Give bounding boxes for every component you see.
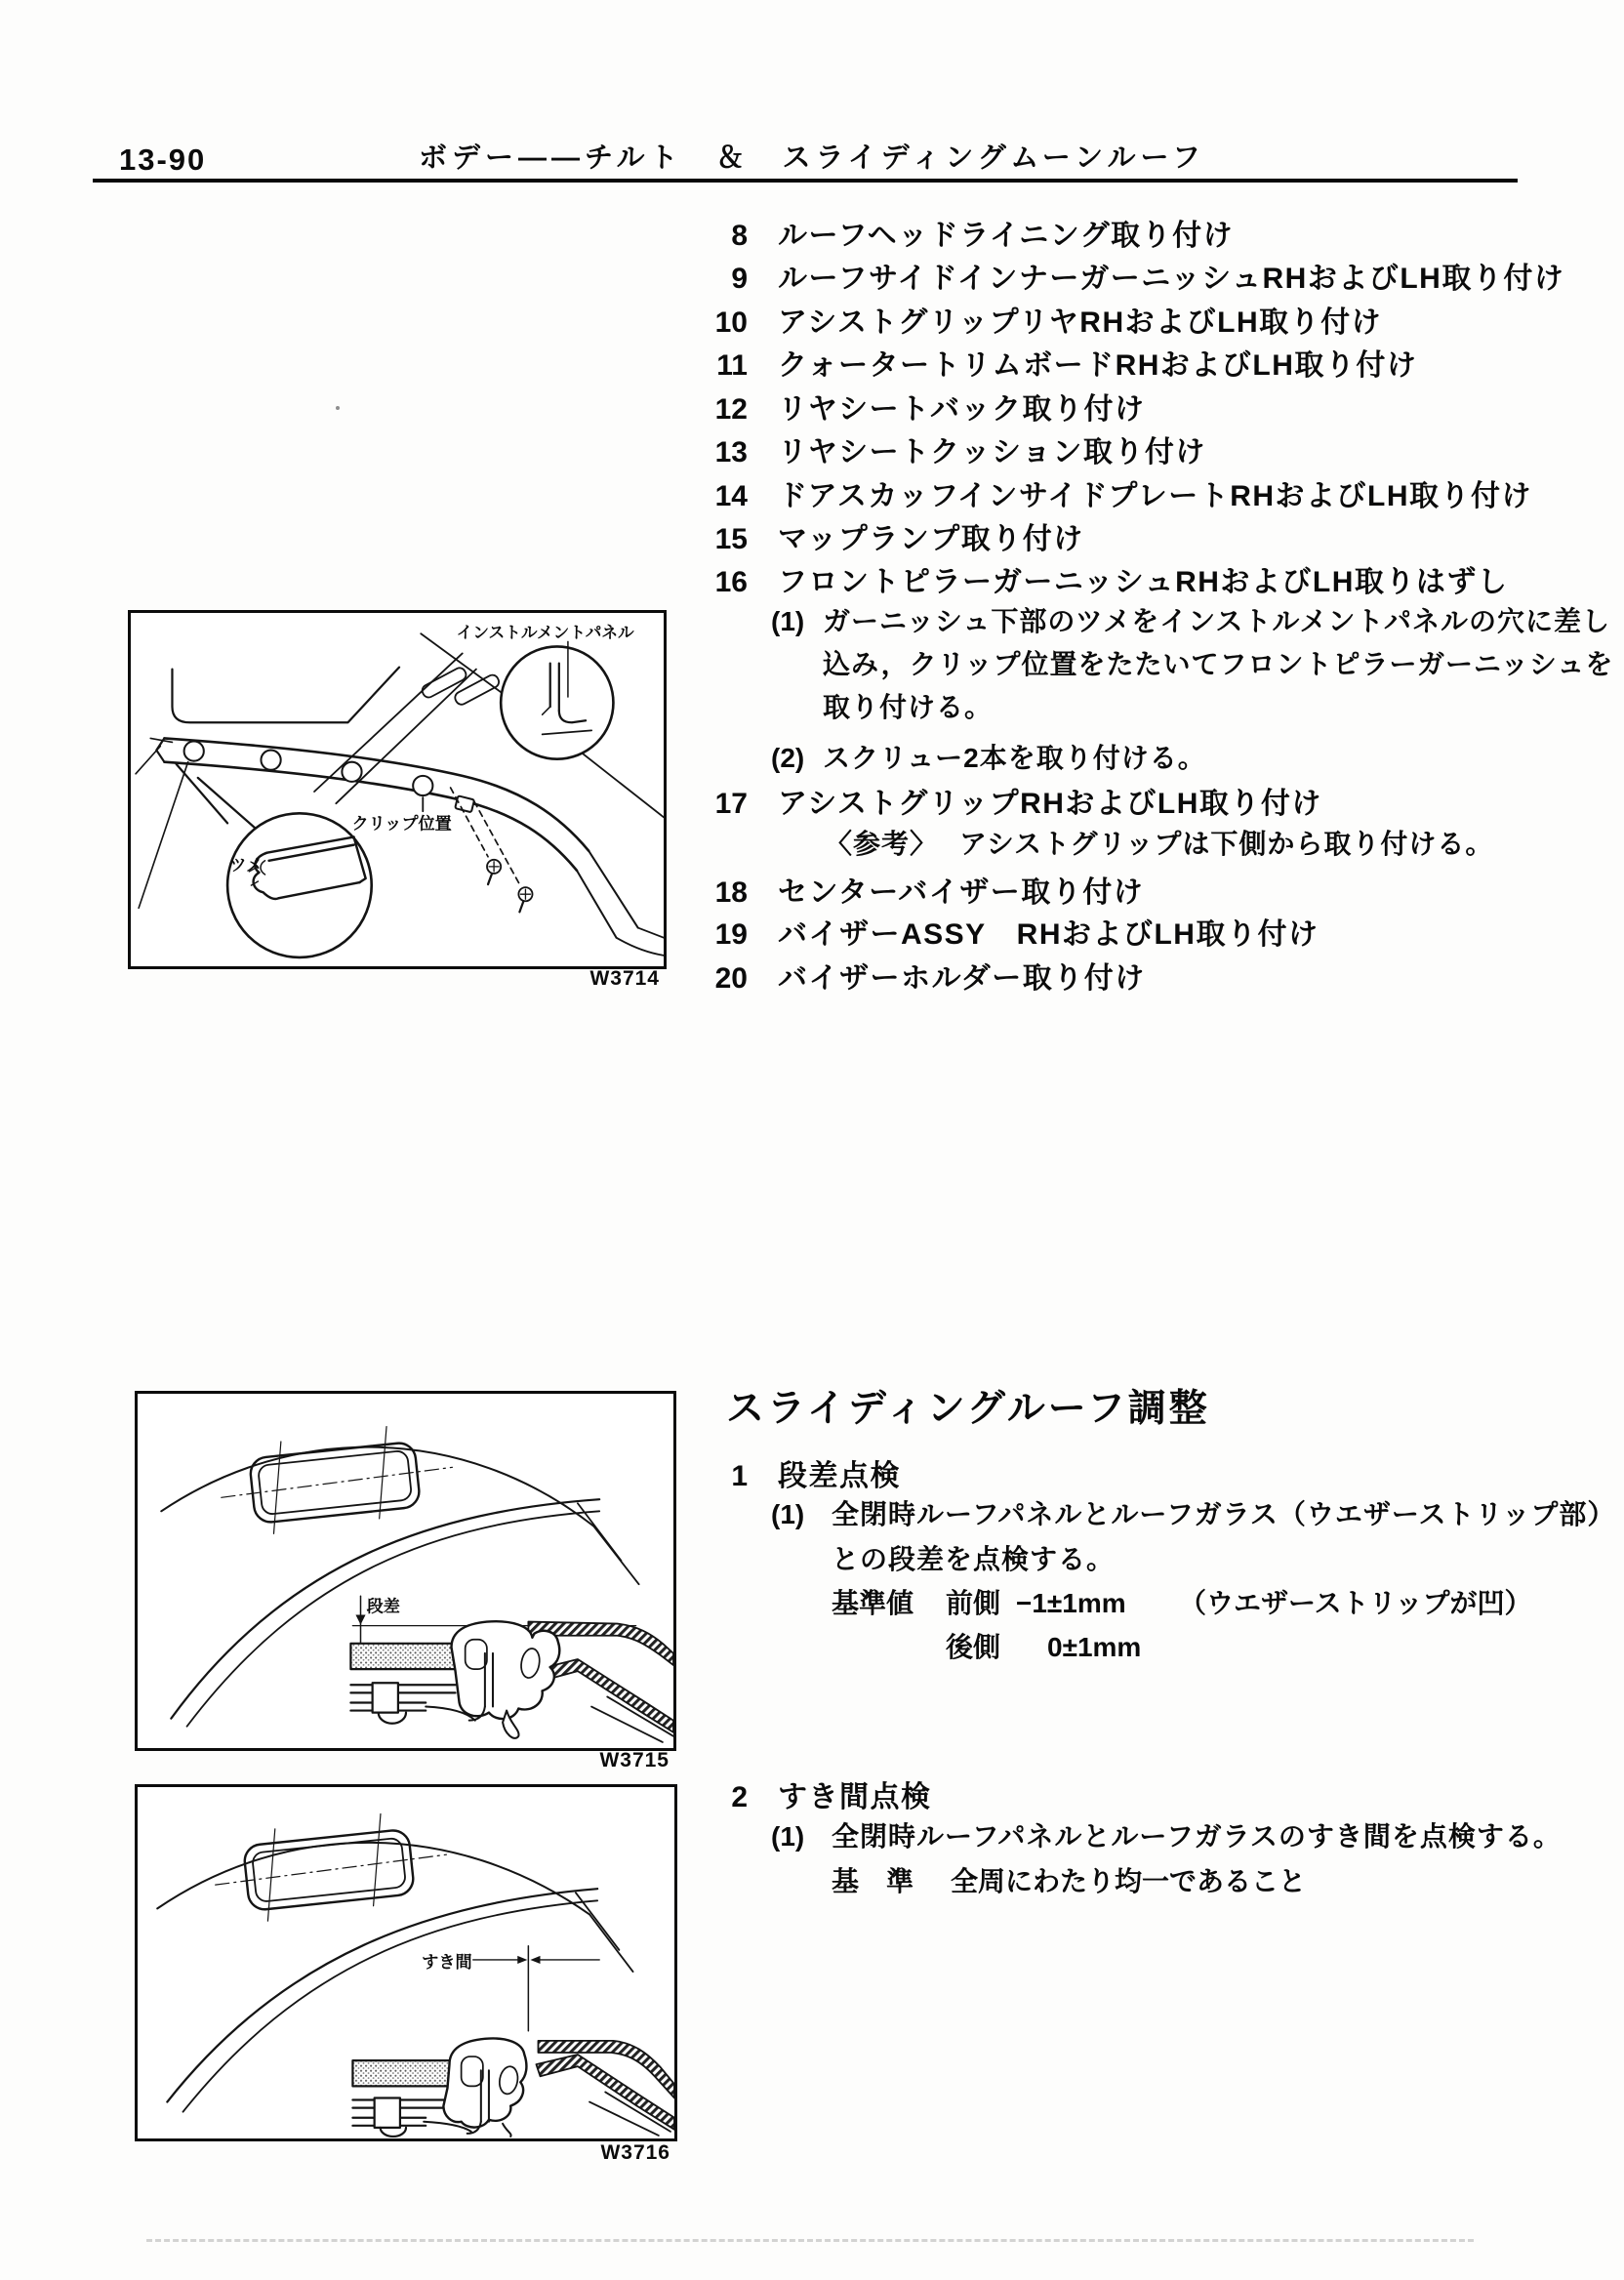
item-number: 17 (714, 788, 748, 820)
note-17 (825, 823, 1493, 862)
item-number: 11 (716, 349, 748, 382)
figure-gap-check (135, 1784, 677, 2141)
step-number: (1) (771, 1499, 805, 1529)
item-label: リヤシートクッション取り付け (778, 436, 1206, 468)
install-item-9 (703, 254, 1564, 297)
install-item-13 (703, 428, 1206, 470)
page-title: ボデー――チルト ＆ スライディングムーンルーフ (419, 142, 1205, 174)
step-16-1-line2: 込み，クリップ位置をたたいてフロントピラーガーニッシュを (823, 649, 1614, 679)
item-number: 14 (714, 480, 748, 512)
step-16-1 (771, 600, 1610, 639)
item-number: 13 (714, 436, 748, 468)
spec-rear-label: 後側 (946, 1632, 1001, 1662)
item-number: 9 (731, 263, 748, 295)
adjust-2-spec (832, 1860, 1306, 1899)
adjust-2-step (771, 1815, 1562, 1854)
spec-rear-value: 0±1mm (1047, 1632, 1142, 1662)
item-label: フロントピラーガーニッシュRHおよびLH取りはずし (778, 566, 1509, 598)
install-item-18 (703, 868, 1144, 911)
item-label: アシストグリップRHおよびLH取り付け (778, 788, 1322, 820)
install-item-14 (703, 471, 1532, 514)
item-number: 12 (714, 393, 748, 426)
page-number: 13-90 (119, 142, 207, 177)
install-item-17 (703, 779, 1322, 822)
adjust-1-step-line2: との段差を点検する。 (832, 1544, 1116, 1574)
step-text: 全閉時ルーフパネルとルーフガラスのすき間を点検する。 (832, 1821, 1562, 1852)
item-number: 20 (714, 962, 748, 995)
figure-step-check (135, 1391, 676, 1751)
item-label: クォータートリムボードRHおよびLH取り付け (778, 349, 1418, 382)
install-item-16 (703, 557, 1508, 600)
item-label: リヤシートバック取り付け (778, 393, 1146, 426)
install-item-8 (703, 211, 1234, 254)
step-number: (1) (771, 1821, 805, 1852)
step-callout: 段差 (366, 1596, 400, 1616)
spec-label: 基準値 (832, 1588, 914, 1618)
adjust-1-spec-front (832, 1582, 1531, 1621)
spec-label: 基 準 (832, 1866, 914, 1896)
clip-position-callout: クリップ位置 (351, 813, 452, 834)
install-item-11 (703, 341, 1417, 384)
item-label: センターバイザー取り付け (778, 876, 1145, 909)
scan-artifact-dots (146, 2239, 1474, 2242)
install-item-12 (703, 385, 1146, 428)
instrument-panel-callout: インストルメントパネル (456, 623, 634, 642)
adjust-item-1 (703, 1451, 901, 1494)
spec-front-value: −1±1mm (1016, 1588, 1126, 1618)
item-number: 15 (714, 523, 748, 555)
adjust-1-spec-rear (946, 1626, 1141, 1665)
install-item-19 (703, 910, 1319, 953)
figure-pillar-garnish (128, 610, 667, 969)
item-label: ドアスカッフインサイドプレートRHおよびLH取り付け (778, 480, 1533, 512)
note-label: 〈参考〉 (825, 829, 939, 859)
item-label: アシストグリップリヤRHおよびLH取り付け (778, 306, 1383, 339)
step-text: スクリュー2本を取り付ける。 (823, 743, 1206, 773)
pillar-garnish-illustration (131, 613, 664, 966)
step-16-1-line3: 取り付ける。 (823, 692, 994, 722)
item-number: 2 (731, 1781, 748, 1813)
adjust-item-2 (703, 1772, 932, 1815)
spec-text: 全周にわたり均一であること (951, 1866, 1307, 1896)
step-text: 全閉時ルーフパネルとルーフガラス（ウエザーストリップ部） (832, 1499, 1616, 1529)
item-label: バイザーホルダー取り付け (778, 962, 1146, 995)
item-label: 段差点検 (778, 1460, 901, 1492)
item-number: 1 (731, 1460, 748, 1492)
item-label: マップランプ取り付け (778, 523, 1084, 555)
section-heading: スライディングルーフ調整 (726, 1388, 1210, 1430)
spec-front-label: 前側 (946, 1588, 1001, 1618)
step-text: ガーニッシュ下部のツメをインストルメントパネルの穴に差し (823, 606, 1610, 636)
step-number: (1) (771, 606, 805, 636)
spec-front-note: （ウエザーストリップが凹） (1179, 1588, 1532, 1618)
figure-code-w3714: W3714 (589, 967, 660, 990)
note-text: アシストグリップは下側から取り付ける。 (959, 829, 1494, 859)
step-16-2 (771, 737, 1206, 776)
item-number: 18 (714, 876, 748, 909)
install-item-20 (703, 954, 1146, 997)
adjust-1-step (771, 1493, 1615, 1532)
gap-check-illustration (138, 1787, 674, 2138)
item-label: ルーフヘッドライニング取り付け (778, 220, 1235, 252)
item-label: すき間点検 (778, 1781, 932, 1813)
install-item-10 (703, 298, 1382, 341)
install-item-15 (703, 514, 1084, 557)
item-label: バイザーASSY RHおよびLH取り付け (778, 918, 1320, 951)
gap-callout: すき間 (422, 1952, 472, 1973)
header-rule (93, 179, 1518, 183)
item-number: 10 (714, 306, 748, 339)
item-number: 8 (731, 220, 748, 252)
step-number: (2) (771, 743, 805, 773)
figure-code-w3716: W3716 (600, 2141, 670, 2164)
item-number: 19 (714, 918, 748, 951)
tab-callout: ツメ (229, 854, 264, 875)
item-number: 16 (714, 566, 748, 598)
step-check-illustration (138, 1394, 673, 1748)
item-label: ルーフサイドインナーガーニッシュRHおよびLH取り付け (778, 263, 1565, 295)
figure-code-w3715: W3715 (599, 1749, 670, 1771)
scan-artifact-dot (336, 406, 340, 410)
